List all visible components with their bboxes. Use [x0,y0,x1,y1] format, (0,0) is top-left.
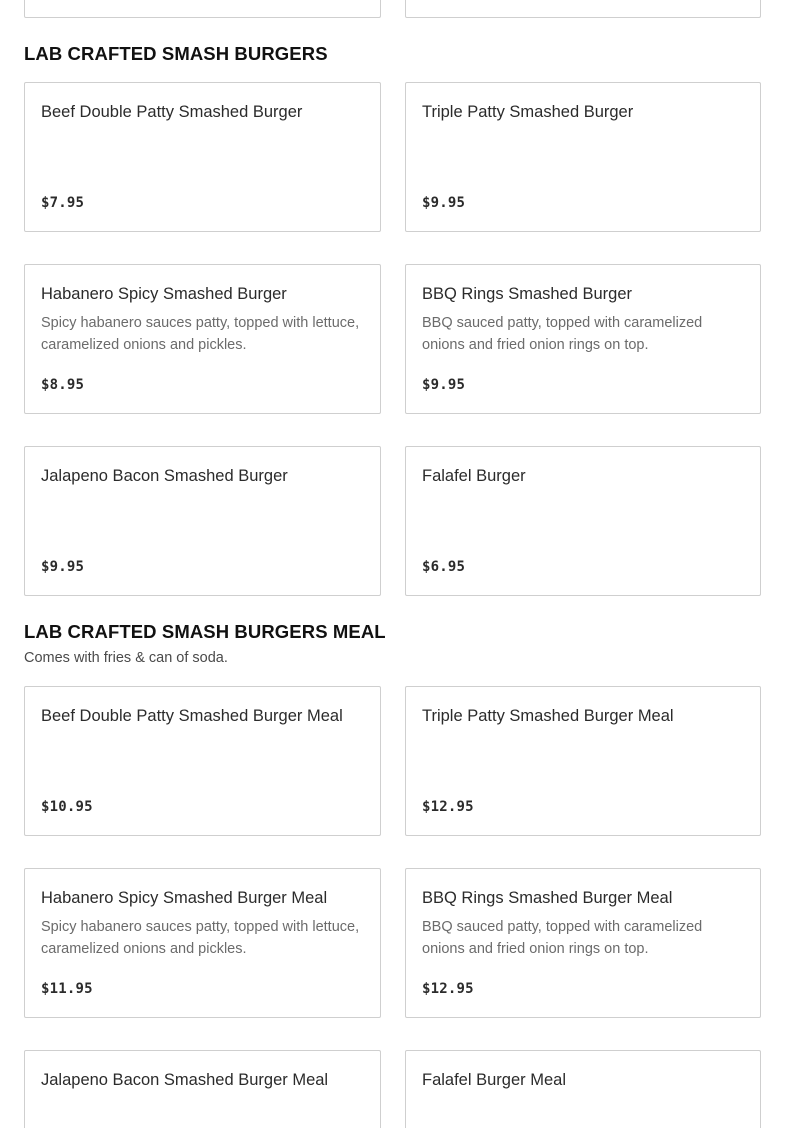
menu-item-card[interactable] [24,1050,381,1128]
menu-item-card[interactable] [405,82,761,232]
section-title: LAB CRAFTED SMASH BURGERS [24,43,328,64]
item-name: Falafel Burger Meal [422,1071,566,1089]
item-price: $6.95 [422,559,466,575]
menu-item-card[interactable] [24,82,381,232]
item-price: $9.95 [422,377,466,393]
item-name: BBQ Rings Smashed Burger Meal [422,889,673,907]
item-price: $9.95 [41,559,85,575]
item-name: Habanero Spicy Smashed Burger Meal [41,889,328,907]
item-name: Triple Patty Smashed Burger [422,103,634,121]
menu-item-card[interactable] [24,686,381,836]
menu-item-card-previous[interactable] [24,0,381,18]
item-name: Jalapeno Bacon Smashed Burger [41,467,288,485]
item-name: Habanero Spicy Smashed Burger [41,285,287,303]
section-subtitle: Comes with fries & can of soda. [24,650,228,666]
item-price: $10.95 [41,799,93,815]
item-name: BBQ Rings Smashed Burger [422,285,633,303]
item-price: $12.95 [422,981,474,997]
menu-item-card[interactable] [24,446,381,596]
item-name: Jalapeno Bacon Smashed Burger Meal [41,1071,329,1089]
menu-item-card[interactable] [405,868,761,1018]
menu-item-card[interactable] [24,868,381,1018]
section-title: LAB CRAFTED SMASH BURGERS MEAL [24,621,386,642]
item-description: BBQ sauced patty, topped with caramelized onions and fried onion rings on top. [422,919,703,957]
item-price: $9.95 [422,195,466,211]
item-name: Beef Double Patty Smashed Burger [41,103,303,121]
item-description: Spicy habanero sauces patty, topped with lettuce, caramelized onions and pickles. [41,919,360,957]
menu-item-card[interactable] [405,686,761,836]
menu-item-card[interactable] [405,1050,761,1128]
menu-item-card[interactable] [405,446,761,596]
item-name: Triple Patty Smashed Burger Meal [422,707,674,725]
item-description: Spicy habanero sauces patty, topped with lettuce, caramelized onions and pickles. [41,315,360,353]
item-price: $12.95 [422,799,474,815]
item-price: $7.95 [41,195,85,211]
item-name: Falafel Burger [422,467,526,485]
item-price: $11.95 [41,981,93,997]
menu-item-card-previous[interactable] [405,0,761,18]
item-description: BBQ sauced patty, topped with caramelized onions and fried onion rings on top. [422,315,703,353]
item-name: Beef Double Patty Smashed Burger Meal [41,707,343,725]
item-price: $8.95 [41,377,85,393]
menu-item-card[interactable] [24,264,381,414]
menu-item-card[interactable] [405,264,761,414]
